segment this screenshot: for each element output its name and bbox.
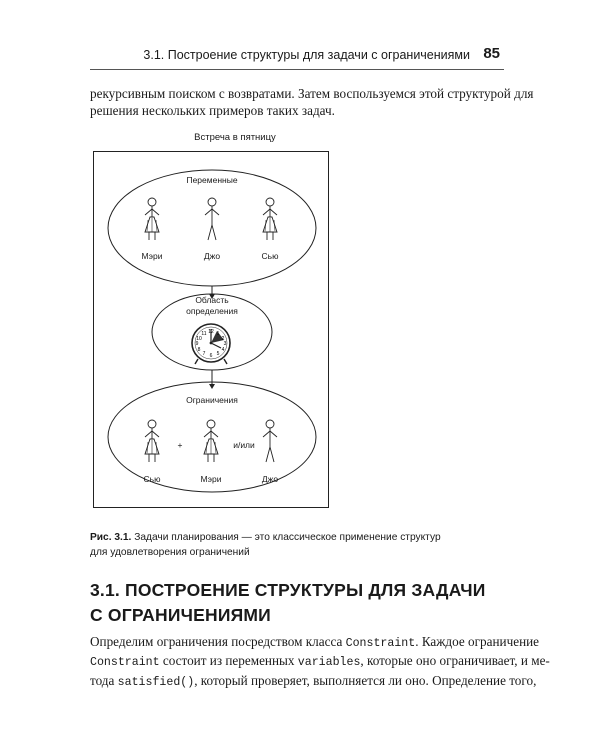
inline-code: Constraint [345, 637, 416, 650]
person-joe-icon [263, 420, 277, 462]
arrow-head-icon [209, 384, 215, 389]
clock-number: 6 [209, 353, 213, 359]
caption-line: для удовлетворения ограничений [90, 547, 250, 558]
body-line [90, 633, 540, 652]
and-or-label: и/или [233, 440, 255, 450]
variables-ellipse [108, 170, 316, 286]
clock-number: 1 [216, 331, 220, 337]
figure-diagram [94, 152, 330, 509]
figure-caption [90, 530, 504, 560]
intro-paragraph [90, 85, 534, 120]
person-label: Сью [261, 251, 279, 261]
caption-line [90, 530, 504, 545]
person-label: Мэри [141, 251, 163, 261]
heading-line: С ОГРАНИЧЕНИЯМИ [90, 605, 271, 625]
person-sue-icon [145, 420, 159, 462]
person-label: Джо [261, 474, 279, 484]
running-title: 3.1. Построение структуры для задачи с ограничениями [143, 48, 470, 62]
clock-number: 5 [216, 351, 220, 357]
person-label: Мэри [200, 474, 222, 484]
clock-number: 11 [201, 331, 207, 337]
person-mary-icon [204, 420, 218, 462]
person-label: Джо [203, 251, 221, 261]
domain-label: Область [195, 295, 229, 305]
variables-label: Переменные [186, 175, 238, 185]
plus-sign: + [177, 440, 183, 450]
caption-label: Рис. 3.1. [90, 532, 132, 543]
text-run: . Каждое ограничение [415, 634, 540, 649]
person-label: Сью [143, 474, 161, 484]
inline-code: Constraint [90, 656, 160, 670]
page-number: 85 [483, 45, 500, 62]
text-run: тода [90, 672, 118, 688]
heading-line: 3.1. ПОСТРОЕНИЕ СТРУКТУРЫ ДЛЯ ЗАДАЧИ [90, 580, 486, 600]
body-paragraph [90, 633, 550, 691]
person-mary-icon [145, 198, 159, 240]
body-line [90, 652, 550, 671]
clock-number: 8 [197, 347, 201, 353]
text-run: Определим ограничения посредством класса [90, 634, 346, 649]
text-run: состоит из переменных [159, 653, 298, 669]
caption-text: Задачи планирования — это классическое применение структур [131, 532, 441, 543]
clock-number: 2 [221, 336, 225, 342]
clock-number: 4 [221, 347, 225, 353]
intro-line: рекурсивным поиском с возвратами. Затем воспользуемся этой структурой для [90, 86, 534, 101]
figure-title: Встреча в пятницу [194, 132, 276, 143]
running-head [0, 44, 600, 64]
domain-label: определения [186, 306, 238, 316]
intro-line: решения нескольких примеров таких задач. [90, 103, 335, 119]
text-run: , которые оно ограничивает, и ме- [360, 653, 550, 669]
header-rule [90, 69, 504, 70]
inline-code: satisfied() [117, 675, 195, 689]
clock-number: 12 [208, 329, 214, 335]
body-line [90, 672, 537, 691]
clock-number: 3 [223, 341, 227, 347]
constraints-label: Ограничения [186, 395, 238, 405]
inline-code: variables [297, 656, 361, 670]
clock-number: 9 [195, 341, 199, 347]
text-run: , который проверяет, выполняется ли оно. Определение того, [194, 672, 537, 688]
section-heading [90, 578, 510, 628]
clock-number: 10 [196, 336, 202, 342]
alarm-clock-icon [192, 324, 230, 364]
person-joe-icon [205, 198, 219, 240]
clock-number: 7 [202, 351, 206, 357]
figure-box [93, 151, 329, 508]
person-sue-icon [263, 198, 277, 240]
